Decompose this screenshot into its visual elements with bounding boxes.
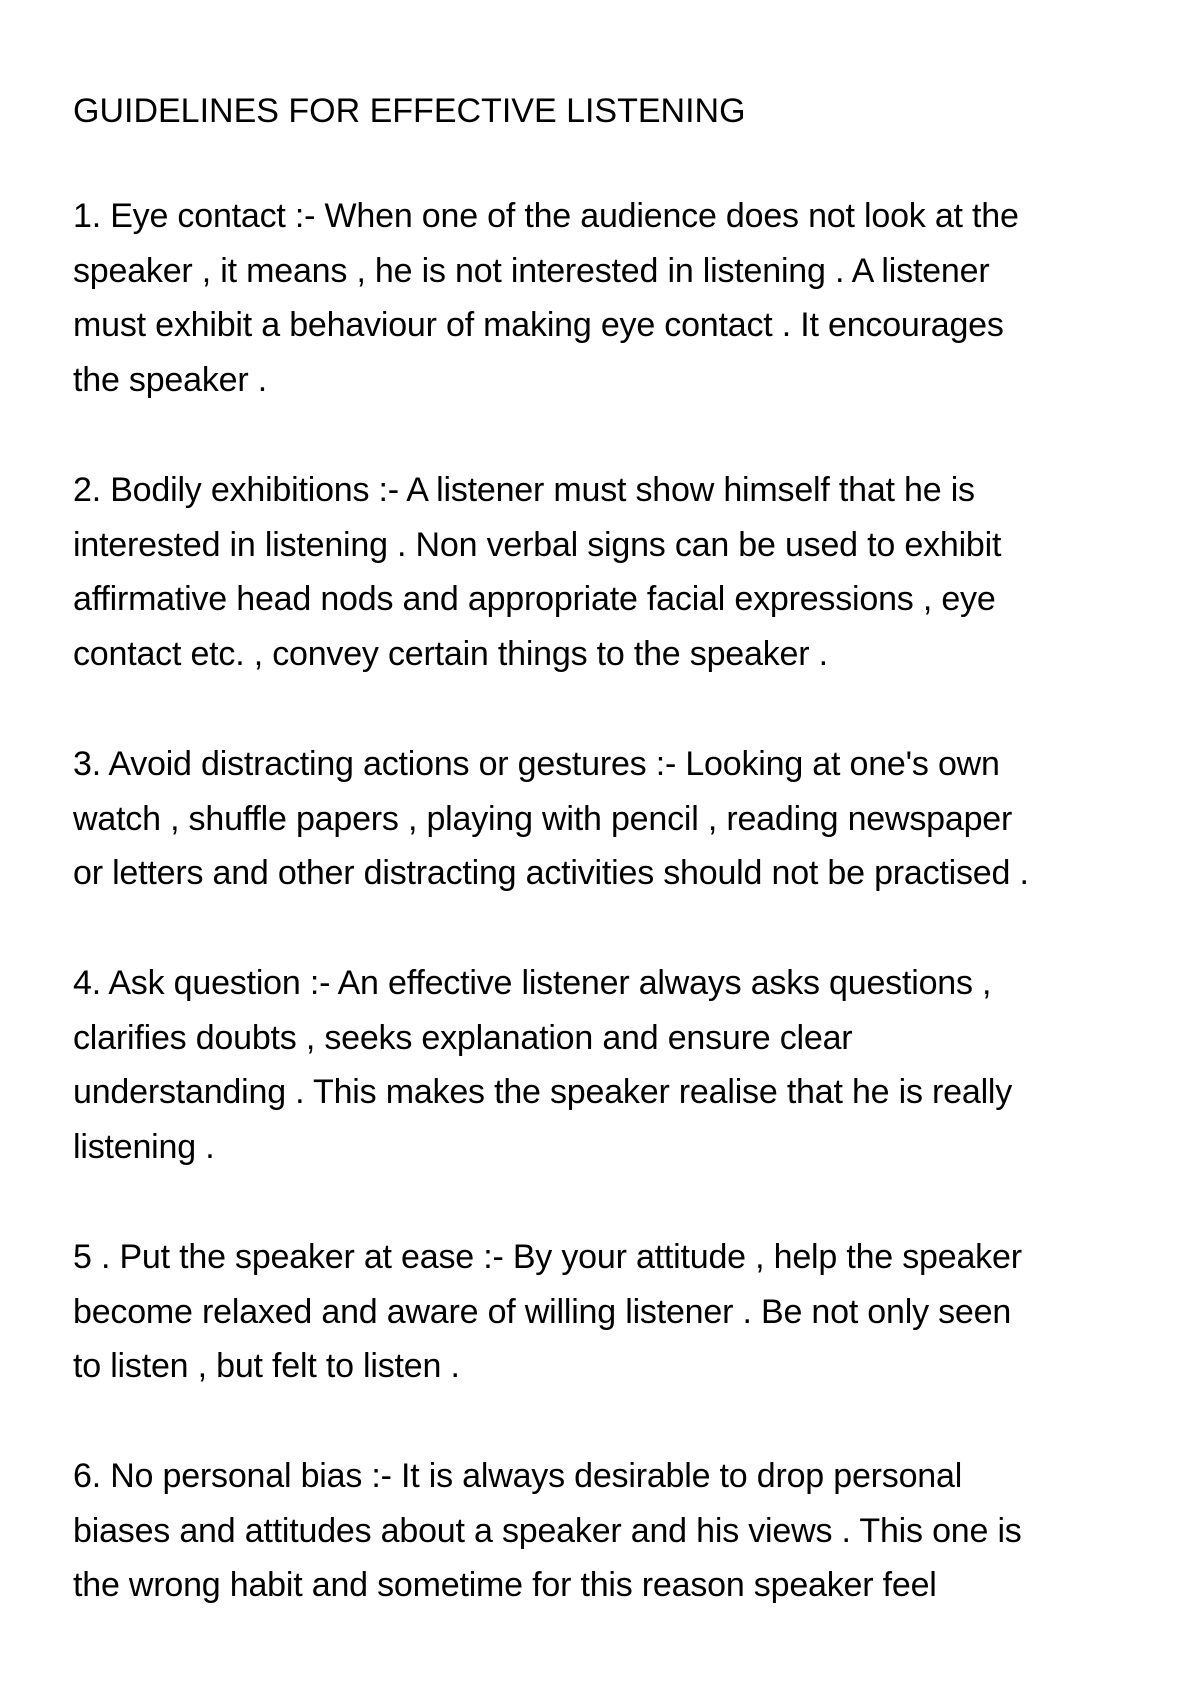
paragraph-line: the wrong habit and sometime for this reason speaker feel [73, 1566, 937, 1604]
paragraph-line: or letters and other distracting activities should not be practised . [73, 854, 1029, 892]
paragraph-line: contact etc. , convey certain things to the speaker . [73, 634, 828, 673]
paragraph-line: affirmative head nods and appropriate facial expressions , eye [73, 580, 996, 618]
paragraph-line: interested in listening . Non verbal signs can be used to exhibit [73, 525, 1002, 564]
paragraph-line: watch , shuffle papers , playing with pencil , reading newspaper [73, 799, 1013, 838]
paragraph-line: understanding . This makes the speaker realise that he is really [73, 1073, 1013, 1111]
paragraph-line: to listen , but felt to listen . [73, 1347, 460, 1385]
paragraph-line: 3. Avoid distracting actions or gestures :- Looking at one's own [73, 745, 1000, 783]
guideline-eye-contact [73, 189, 1133, 407]
paragraph-line: the speaker . [73, 360, 267, 399]
paragraph-line: clarifies doubts , seeks explanation and ensure clear [73, 1018, 853, 1057]
document-title: GUIDELINES FOR EFFECTIVE LISTENING [73, 92, 746, 130]
paragraph-line: biases and attitudes about a speaker and his views . This one is [73, 1511, 1022, 1550]
guideline-avoid-distracting-actions [73, 737, 1133, 901]
paragraph-line: 6. No personal bias :- It is always desirable to drop personal [73, 1457, 963, 1495]
paragraph-line: must exhibit a behaviour of making eye contact . It encourages [73, 306, 1004, 344]
paragraph-line: listening . [73, 1127, 215, 1166]
paragraph-line: 4. Ask question :- An effective listener always asks questions , [73, 964, 992, 1002]
guideline-no-personal-bias [73, 1449, 1133, 1613]
guideline-bodily-exhibitions [73, 463, 1133, 681]
paragraph-line: 5 . Put the speaker at ease :- By your attitude , help the speaker [73, 1238, 1022, 1276]
paragraph-line: become relaxed and aware of willing listener . Be not only seen [73, 1292, 1012, 1331]
paragraph-line: 2. Bodily exhibitions :- A listener must show himself that he is [73, 471, 975, 509]
paragraph-line: 1. Eye contact :- When one of the audience does not look at the [73, 197, 1019, 235]
paragraph-line: speaker , it means , he is not interested in listening . A listener [73, 251, 990, 290]
guideline-put-speaker-at-ease [73, 1230, 1133, 1394]
guideline-ask-question [73, 956, 1133, 1174]
